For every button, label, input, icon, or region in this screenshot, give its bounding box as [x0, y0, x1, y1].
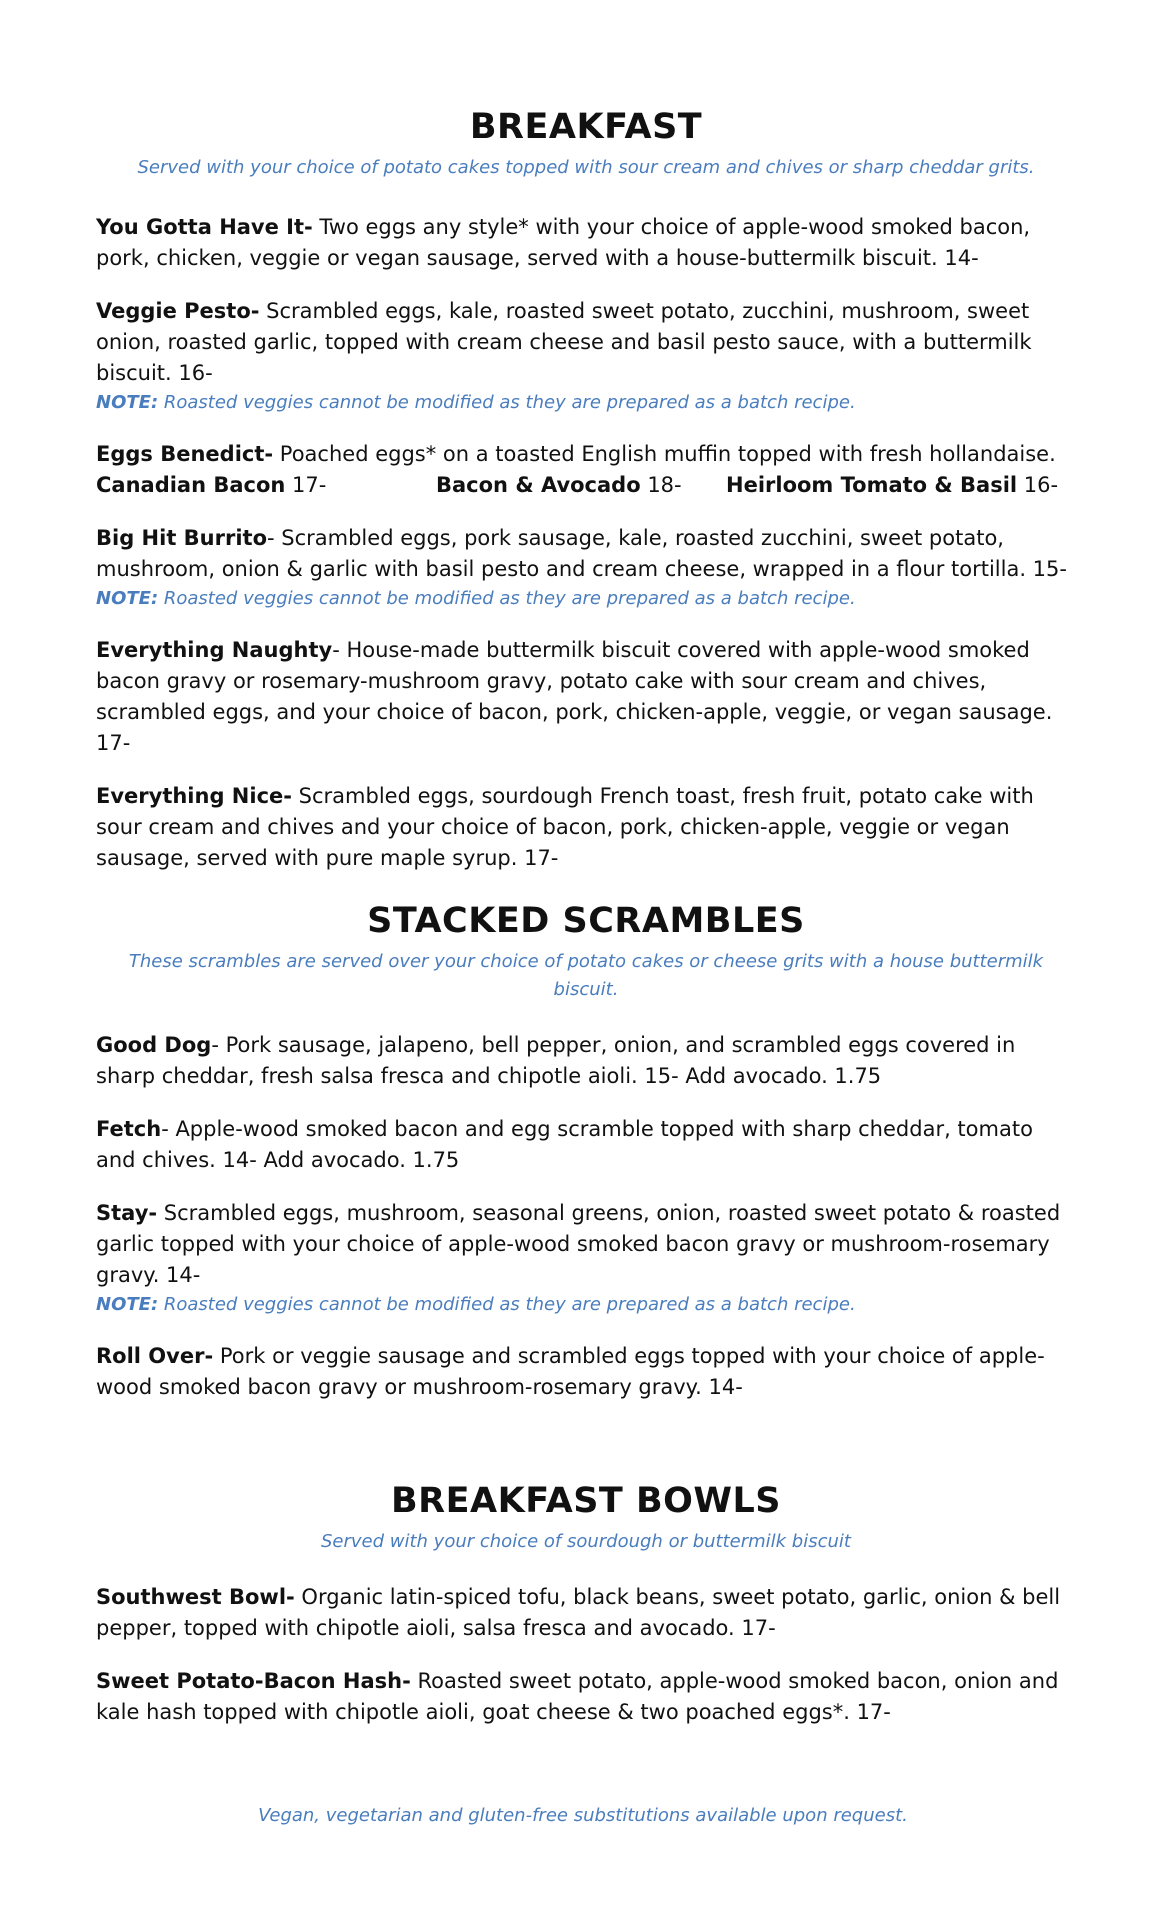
section-title: BREAKFAST BOWLS — [390, 1481, 782, 1521]
item-name: Everything Naughty — [96, 638, 333, 662]
item-desc: - Scrambled eggs, pork sausage, kale, roasted zucchini, sweet potato, mushroom, onion & garlic with basil pesto and cream cheese, wrapped in a flour tortilla. 15- — [96, 526, 1067, 581]
item-name: Roll Over- — [96, 1344, 214, 1368]
item-desc: Scrambled eggs, kale, roasted sweet potato, zucchini, mushroom, sweet onion, roasted garlic, topped with cream cheese and basil pesto sauce, with a buttermilk biscuit. 16- — [96, 299, 1032, 385]
item-desc: - Apple-wood smoked bacon and egg scramble topped with sharp cheddar, tomato and chives. 14- Add avocado. 1.75 — [96, 1117, 1033, 1172]
benedict-option — [96, 470, 436, 501]
menu-item — [96, 1666, 1076, 1728]
note-label: NOTE: — [96, 392, 159, 413]
section-title: STACKED SCRAMBLES — [367, 901, 805, 941]
scrambles-section — [96, 898, 1076, 1403]
note-label: NOTE: — [96, 588, 159, 609]
menu-item — [96, 1341, 1076, 1403]
menu-item — [96, 635, 1076, 759]
item-name: Sweet Potato-Bacon Hash- — [96, 1669, 411, 1693]
menu-item — [96, 1030, 1076, 1092]
item-name: Good Dog — [96, 1033, 212, 1057]
benedict-option — [726, 470, 1058, 501]
menu-item — [96, 1114, 1076, 1176]
section-subtitle: These scrambles are served over your choice of potato cakes or cheese grits with a house buttermilk biscuit. — [128, 951, 1044, 1000]
item-desc: Scrambled eggs, mushroom, seasonal greens, onion, roasted sweet potato & roasted garlic topped with your choice of apple-wood smoked bacon gravy or mushroom-rosemary gravy. 14- — [96, 1201, 1061, 1287]
note-label: NOTE: — [96, 1294, 159, 1315]
section-title: BREAKFAST — [469, 107, 703, 147]
batch-note — [96, 585, 1076, 613]
item-name: Fetch — [96, 1117, 162, 1141]
section-subtitle: Served with your choice of sourdough or buttermilk biscuit — [321, 1531, 851, 1552]
note-text: Roasted veggies cannot be modified as they are prepared as a batch recipe. — [158, 392, 856, 413]
option-name: Heirloom Tomato & Basil — [726, 473, 1018, 497]
note-text: Roasted veggies cannot be modified as they are prepared as a batch recipe. — [158, 588, 856, 609]
menu-item — [96, 1198, 1076, 1291]
option-name: Canadian Bacon — [96, 473, 286, 497]
section-subtitle: Served with your choice of potato cakes topped with sour cream and chives or sharp cheddar grits. — [137, 157, 1035, 178]
menu-item — [96, 781, 1076, 874]
item-desc: - House-made buttermilk biscuit covered with apple-wood smoked bacon gravy or rosemary-mushroom gravy, potato cake with sour cream and chives, scrambled eggs, and your choice of bacon, pork, chicken-apple, veggie, or vegan sausage. 17- — [96, 638, 1053, 755]
benedict-options — [96, 470, 1076, 501]
option-name: Bacon & Avocado — [436, 473, 641, 497]
menu-item — [96, 296, 1076, 389]
item-desc: Roasted sweet potato, apple-wood smoked bacon, onion and kale hash topped with chipotle aioli, goat cheese & two poached eggs*. 17- — [96, 1669, 1059, 1724]
item-name: Eggs Benedict- — [96, 442, 274, 466]
item-name: Big Hit Burrito — [96, 526, 268, 550]
option-price: 17- — [285, 473, 327, 497]
bowls-section — [96, 1478, 1076, 1728]
item-name: Southwest Bowl- — [96, 1585, 295, 1609]
batch-note — [96, 389, 1076, 417]
batch-note — [96, 1291, 1076, 1319]
item-desc: Organic latin-spiced tofu, black beans, sweet potato, garlic, onion & bell pepper, topped with chipotle aioli, salsa fresca and avocado. 17- — [96, 1585, 1061, 1640]
menu-item — [96, 523, 1076, 585]
item-desc: - Pork sausage, jalapeno, bell pepper, onion, and scrambled eggs covered in sharp cheddar, fresh salsa fresca and chipotle aioli. 15- Add avocado. 1.75 — [96, 1033, 1016, 1088]
menu-item — [96, 439, 1076, 470]
item-name: Stay- — [96, 1201, 158, 1225]
item-name: You Gotta Have It- — [96, 215, 313, 239]
option-price: 18- — [640, 473, 682, 497]
item-desc: Two eggs any style* with your choice of apple-wood smoked bacon, pork, chicken, veggie or vegan sausage, served with a house-buttermilk biscuit. 14- — [96, 215, 1031, 270]
substitutions-footer: Vegan, vegetarian and gluten-free substitutions available upon request. — [258, 1805, 908, 1826]
menu-item — [96, 1582, 1076, 1644]
benedict-option — [436, 470, 726, 501]
menu-item — [96, 212, 1076, 274]
item-name: Veggie Pesto- — [96, 299, 260, 323]
item-desc: Scrambled eggs, sourdough French toast, fresh fruit, potato cake with sour cream and chives and your choice of bacon, pork, chicken-apple, veggie or vegan sausage, served with pure maple syrup. 17- — [96, 784, 1034, 870]
breakfast-section — [96, 104, 1076, 874]
item-desc: Pork or veggie sausage and scrambled eggs topped with your choice of apple-wood smoked bacon gravy or mushroom-rosemary gravy. 14- — [96, 1344, 1045, 1399]
item-name: Everything Nice- — [96, 784, 292, 808]
option-price: 16- — [1017, 473, 1059, 497]
item-desc: Poached eggs* on a toasted English muffin topped with fresh hollandaise. — [273, 442, 1056, 466]
note-text: Roasted veggies cannot be modified as they are prepared as a batch recipe. — [158, 1294, 856, 1315]
